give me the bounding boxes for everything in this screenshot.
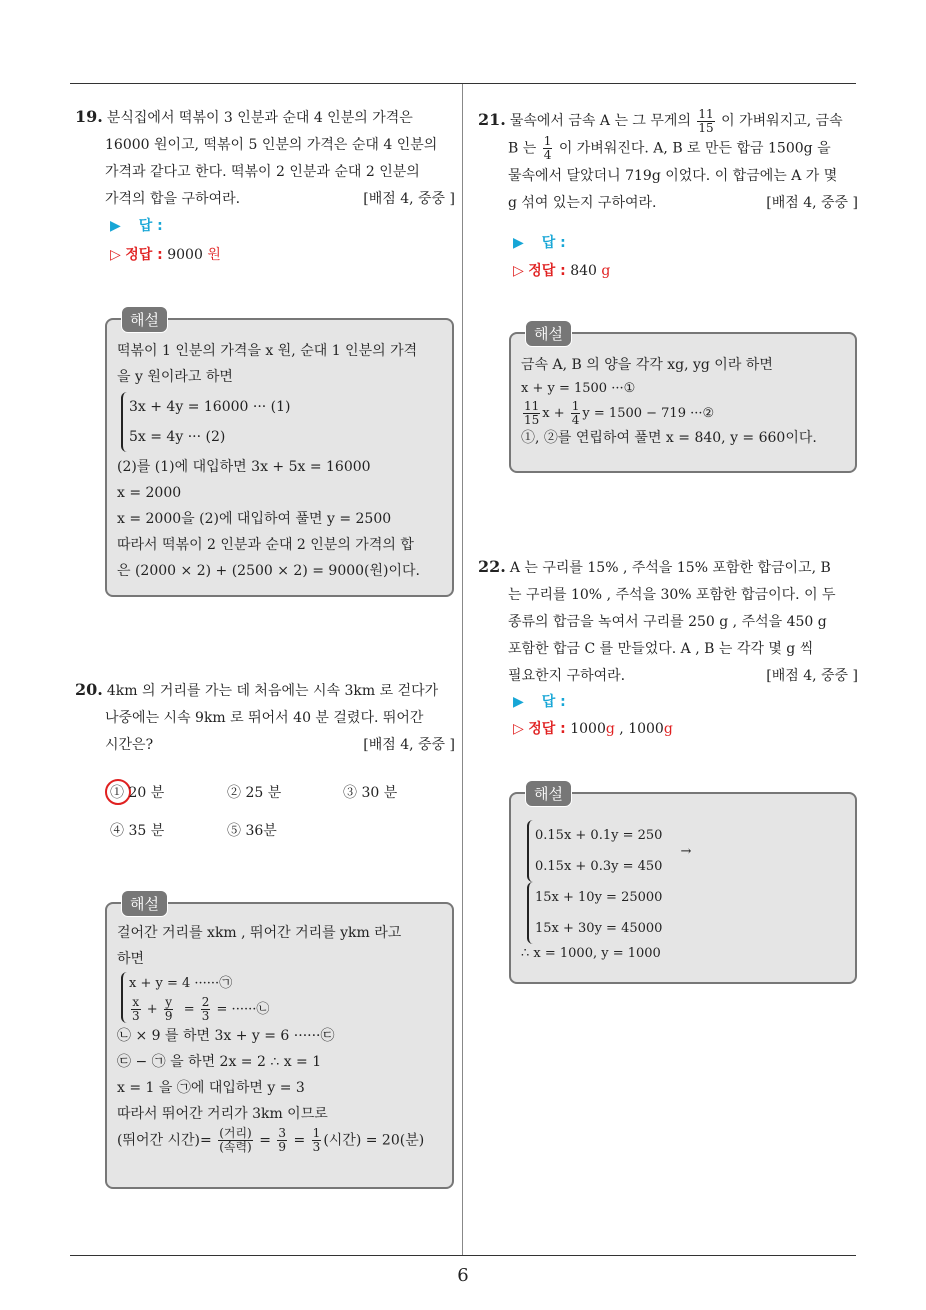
question-text: 나중에는 시속 9km 로 뛰어서 40 분 걸렸다. 뛰어간 — [105, 710, 424, 726]
choice-4[interactable]: ④ 35 분 — [110, 823, 165, 839]
question-text: 16000 원이고, 떡볶이 5 인분의 가격은 순대 4 인분의 — [105, 137, 438, 153]
fraction: $\frac{1}{3}$ — [312, 1126, 321, 1154]
question-text: 물속에서 금속 A 는 그 무게의 — [509, 113, 691, 129]
correct-answer — [110, 244, 221, 264]
fraction: $\frac{1}{4}$ — [571, 399, 580, 427]
explanation-tag: 해설 — [525, 320, 572, 347]
question-number: 21. — [478, 110, 506, 129]
exp-text: (시간) = 20(분) — [323, 1132, 425, 1149]
explanation-tag: 해설 — [121, 306, 168, 333]
question-text: B 는 — [508, 140, 537, 157]
exp-line: ∴ x = 1000, y = 1000 — [521, 946, 661, 961]
exp-line: 은 (2000 × 2) + (2500 × 2) = 9000(원)이다. — [117, 563, 420, 579]
exp-text: = ······㉡ — [216, 1002, 270, 1017]
question-text: 필요한지 구하여라. — [508, 668, 626, 684]
top-rule — [70, 83, 856, 84]
play-triangle-icon: ▶ — [110, 218, 121, 234]
exp-line: 하면 — [117, 951, 145, 967]
correct-label: 정답 : — [528, 721, 566, 737]
correct-label: 정답 : — [125, 247, 163, 263]
exp-line: (뛰어간 시간)= $\frac{\text{(거리)}}{\text{(속력)}}$ = $\frac{3}{9}$ = $\frac{1}{3}$ (시간) = 20(분) — [117, 1126, 425, 1154]
exp-line: 3x + 4y = 16000 ··· (1) — [129, 399, 291, 415]
exp-line: 0.15x + 0.1y = 250 — [535, 828, 663, 843]
question-22 — [478, 553, 858, 690]
question-text: 가격의 합을 구하여라. — [105, 191, 241, 207]
equation-system — [527, 820, 662, 882]
answer-label: 답 : — [541, 694, 566, 710]
question-number: 20. — [75, 680, 103, 699]
correct-answer — [513, 260, 610, 280]
exp-line: 따라서 떡볶이 2 인분과 순대 2 인분의 가격의 합 — [117, 537, 414, 553]
exp-line: 을 y 원이라고 하면 — [117, 369, 233, 385]
choice-5[interactable]: ⑤ 36분 — [227, 823, 277, 839]
correct-value: 9000 — [167, 247, 203, 263]
exp-line: 금속 A, B 의 양을 각각 xg, yg 이라 하면 — [521, 357, 773, 373]
explanation-tag: 해설 — [121, 890, 168, 917]
question-text: 시간은? — [105, 737, 154, 753]
question-text: 물속에서 달았더니 719g 이었다. 이 합금에는 A 가 몇 — [508, 167, 838, 184]
exp-line: x = 2000 — [117, 485, 182, 501]
question-20 — [75, 676, 455, 759]
fraction: $\frac{x}{3}$ — [132, 995, 140, 1023]
answer-label: 답 : — [138, 218, 163, 234]
arrow-icon: → — [680, 843, 692, 859]
correct-unit: g — [605, 721, 615, 737]
fraction: $\frac{3}{9}$ — [278, 1126, 287, 1154]
outline-triangle-icon: ▷ — [513, 721, 524, 737]
outline-triangle-icon: ▷ — [110, 247, 121, 263]
bottom-rule — [70, 1255, 856, 1256]
question-19 — [75, 103, 455, 213]
choice-3[interactable]: ③ 30 분 — [343, 785, 398, 801]
question-text: 이 가벼워진다. A, B 로 만든 합금 1500g 을 — [558, 140, 831, 157]
question-number: 19. — [75, 107, 103, 126]
equation-system — [527, 882, 662, 944]
page-number: 6 — [457, 1265, 469, 1286]
column-divider — [462, 84, 463, 1256]
exp-line: x = 1 을 ㉠에 대입하면 y = 3 — [117, 1080, 305, 1096]
question-21 — [478, 106, 858, 217]
question-text: 가격과 같다고 한다. 떡볶이 2 인분과 순대 2 인분의 — [105, 164, 420, 180]
fraction: $\frac{11}{15}$ — [524, 399, 540, 427]
equation-system — [121, 972, 269, 1023]
fraction: $\frac{\text{(거리)}}{\text{(속력)}}$ — [219, 1126, 252, 1154]
answer-field[interactable] — [513, 691, 566, 711]
exp-line: x = 2000을 (2)에 대입하여 풀면 y = 2500 — [117, 511, 392, 527]
fraction: $\frac{1}{4}$ — [543, 134, 552, 162]
separator: , — [619, 721, 624, 737]
exp-line: x + y = 4 ······㉠ — [129, 976, 233, 991]
exp-line: 15x + 30y = 45000 — [535, 921, 663, 936]
answer-field[interactable] — [110, 215, 163, 235]
fraction: $\frac{11}{15}$ — [698, 106, 714, 135]
question-text: 는 구리를 10% , 주석을 30% 포함한 합금이다. 이 두 — [508, 587, 836, 603]
exp-line: ㉡ × 9 를 하면 3x + y = 6 ······㉢ — [117, 1028, 335, 1044]
play-triangle-icon: ▶ — [513, 235, 524, 251]
answer-field[interactable] — [513, 232, 566, 252]
explanation-box — [105, 895, 454, 1189]
score-meta: [배점 4, 중중 ] — [766, 668, 858, 684]
exp-line: 0.15x + 0.3y = 450 — [535, 859, 663, 874]
outline-triangle-icon: ▷ — [513, 263, 524, 279]
correct-unit: 원 — [207, 247, 221, 263]
answer-label: 답 : — [541, 235, 566, 251]
exp-line: (2)를 (1)에 대입하면 3x + 5x = 16000 — [117, 459, 371, 475]
correct-value: 1000 — [570, 721, 606, 737]
exp-line: x + y = 1500 ···① — [521, 381, 636, 396]
exp-line: $\frac{x}{3}$ + $\frac{y}{9}$ = $\frac{2}{3}$ = ······㉡ — [132, 995, 270, 1023]
choice-1[interactable]: ① 20 분 — [110, 785, 165, 801]
exp-line: 15x + 10y = 25000 — [535, 890, 663, 905]
correct-unit: g — [601, 263, 611, 279]
correct-answer — [513, 718, 673, 738]
explanation-box — [105, 311, 454, 597]
question-text: 종류의 합금을 녹여서 구리를 250 g , 주석을 450 g — [508, 614, 827, 630]
question-text: 분식집에서 떡볶이 3 인분과 순대 4 인분의 가격은 — [106, 110, 413, 126]
question-text: 이 가벼워지고, 금속 — [721, 113, 843, 129]
score-meta: [배점 4, 중중 ] — [766, 194, 858, 211]
correct-label: 정답 : — [528, 263, 566, 279]
exp-line: $\frac{11}{15}$ x + $\frac{1}{4}$ y = 1500 − 719 ···② — [524, 399, 715, 427]
question-text: 4km 의 거리를 가는 데 처음에는 시속 3km 로 걷다가 — [106, 683, 439, 699]
exp-line: 떡볶이 1 인분의 가격을 x 원, 순대 1 인분의 가격 — [117, 343, 418, 359]
question-number: 22. — [478, 557, 506, 576]
choice-2[interactable]: ② 25 분 — [227, 785, 282, 801]
play-triangle-icon: ▶ — [513, 694, 524, 710]
explanation-tag: 해설 — [525, 780, 572, 807]
exp-line: 5x = 4y ··· (2) — [129, 429, 226, 445]
exp-line: 걸어간 거리를 xkm , 뛰어간 거리를 ykm 라고 — [117, 925, 402, 941]
question-text: g 섞여 있는지 구하여라. — [508, 194, 657, 211]
correct-unit: g — [663, 721, 673, 737]
exp-line: 따라서 뛰어간 거리가 3km 이므로 — [117, 1106, 328, 1122]
correct-value: 1000 — [628, 721, 664, 737]
exp-line: ①, ②를 연립하여 풀면 x = 840, y = 660이다. — [521, 430, 817, 446]
question-text: A 는 구리를 15% , 주석을 15% 포함한 합금이고, B — [509, 560, 831, 576]
score-meta: [배점 4, 중중 ] — [363, 737, 455, 753]
explanation-box — [509, 785, 857, 984]
equation-system — [121, 392, 291, 452]
exp-line: ㉢ − ㉠ 을 하면 2x = 2 ∴ x = 1 — [117, 1054, 322, 1070]
exp-text: (뛰어간 시간)= — [117, 1132, 212, 1149]
fraction: $\frac{2}{3}$ — [201, 995, 210, 1023]
explanation-box — [509, 325, 857, 473]
fraction: $\frac{y}{9}$ — [164, 995, 173, 1023]
score-meta: [배점 4, 중중 ] — [363, 191, 455, 207]
correct-value: 840 — [570, 263, 597, 279]
question-text: 포함한 합금 C 를 만들었다. A , B 는 각각 몇 g 씩 — [508, 641, 814, 657]
